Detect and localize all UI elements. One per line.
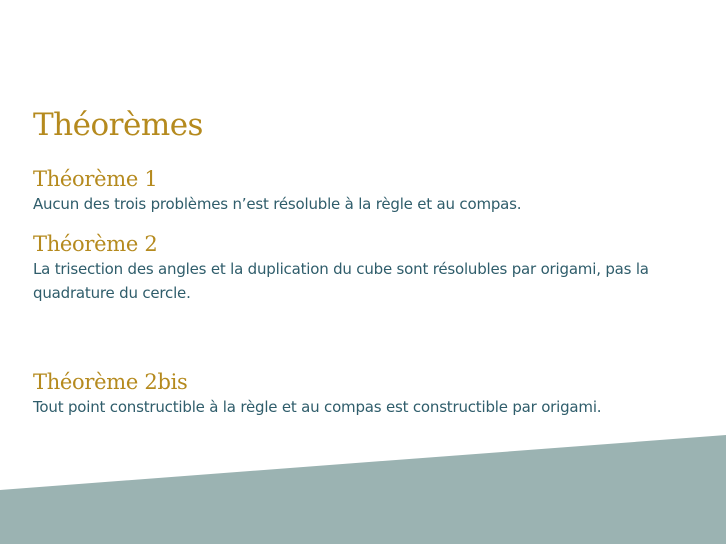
theorem-text-2: La trisection des angles et la duplication du cube sont résolubles par origami, pas la quadrature du cercle.	[33, 260, 649, 302]
theorem-text-1: Aucun des trois problèmes n’est résoluble à la règle et au compas.	[33, 195, 522, 213]
theorem-heading-3: Théorème 2bis	[33, 370, 188, 394]
theorem-heading-2: Théorème 2	[33, 232, 158, 256]
footer-band	[0, 435, 726, 544]
theorem-heading-1: Théorème 1	[33, 167, 158, 191]
theorem-block-1	[33, 166, 693, 216]
theorem-block-3	[33, 369, 693, 419]
theorem-block-2	[33, 231, 693, 305]
theorem-text-3: Tout point constructible à la règle et au compas est constructible par origami.	[33, 398, 602, 416]
slide-title: Théorèmes	[33, 107, 203, 143]
